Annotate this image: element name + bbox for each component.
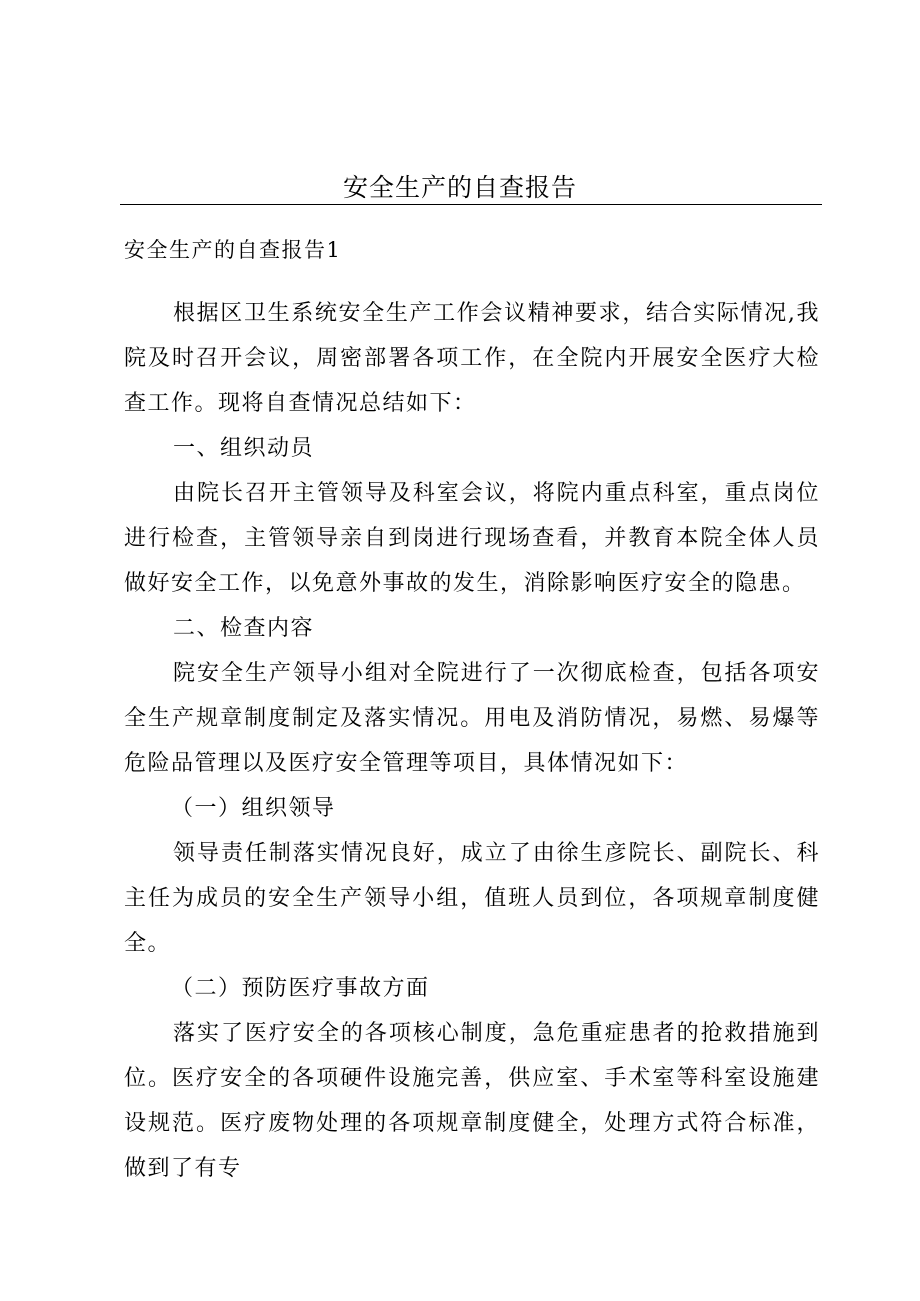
- heading-organization-leadership: （一）组织领导: [171, 796, 336, 821]
- heading-organize-mobilize: 一、组织动员: [173, 436, 315, 461]
- paragraph-prevention: 落实了医疗安全的各项核心制度，急危重症患者的抢救措施到位。医疗安全的各项硬件设施完善，供应室、手术室等科室设施建设规范。医疗废物处理的各项规章制度健全，处理方式符合标准，做到了有专: [124, 1021, 820, 1181]
- document-title: 安全生产的自查报告: [342, 173, 577, 202]
- heading-accident-prevention: （二）预防医疗事故方面: [171, 976, 430, 1001]
- heading-inspection-content: 二、检查内容: [173, 616, 315, 641]
- paragraph-inspection: 院安全生产领导小组对全院进行了一次彻底检查，包括各项安全生产规章制度制定及落实情况。用电及消防情况，易燃、易爆等危险品管理以及医疗安全管理等项目，具体情况如下：: [124, 661, 820, 776]
- title-underline: [120, 204, 822, 205]
- paragraph-mobilize: 由院长召开主管领导及科室会议，将院内重点科室，重点岗位进行检查，主管领导亲自到岗进行现场查看，并教育本院全体人员做好安全工作，以免意外事故的发生，消除影响医疗安全的隐患。: [124, 481, 820, 596]
- section-heading: 安全生产的自查报告1: [124, 238, 342, 262]
- paragraph-leadership: 领导责任制落实情况良好，成立了由徐生彦院长、副院长、科主任为成员的安全生产领导小组，值班人员到位，各项规章制度健全。: [124, 841, 820, 956]
- document-body: [124, 228, 820, 1191]
- paragraph-intro: 根据区卫生系统安全生产工作会议精神要求，结合实际情况,我院及时召开会议，周密部署各项工作，在全院内开展安全医疗大检查工作。现将自查情况总结如下：: [124, 301, 820, 416]
